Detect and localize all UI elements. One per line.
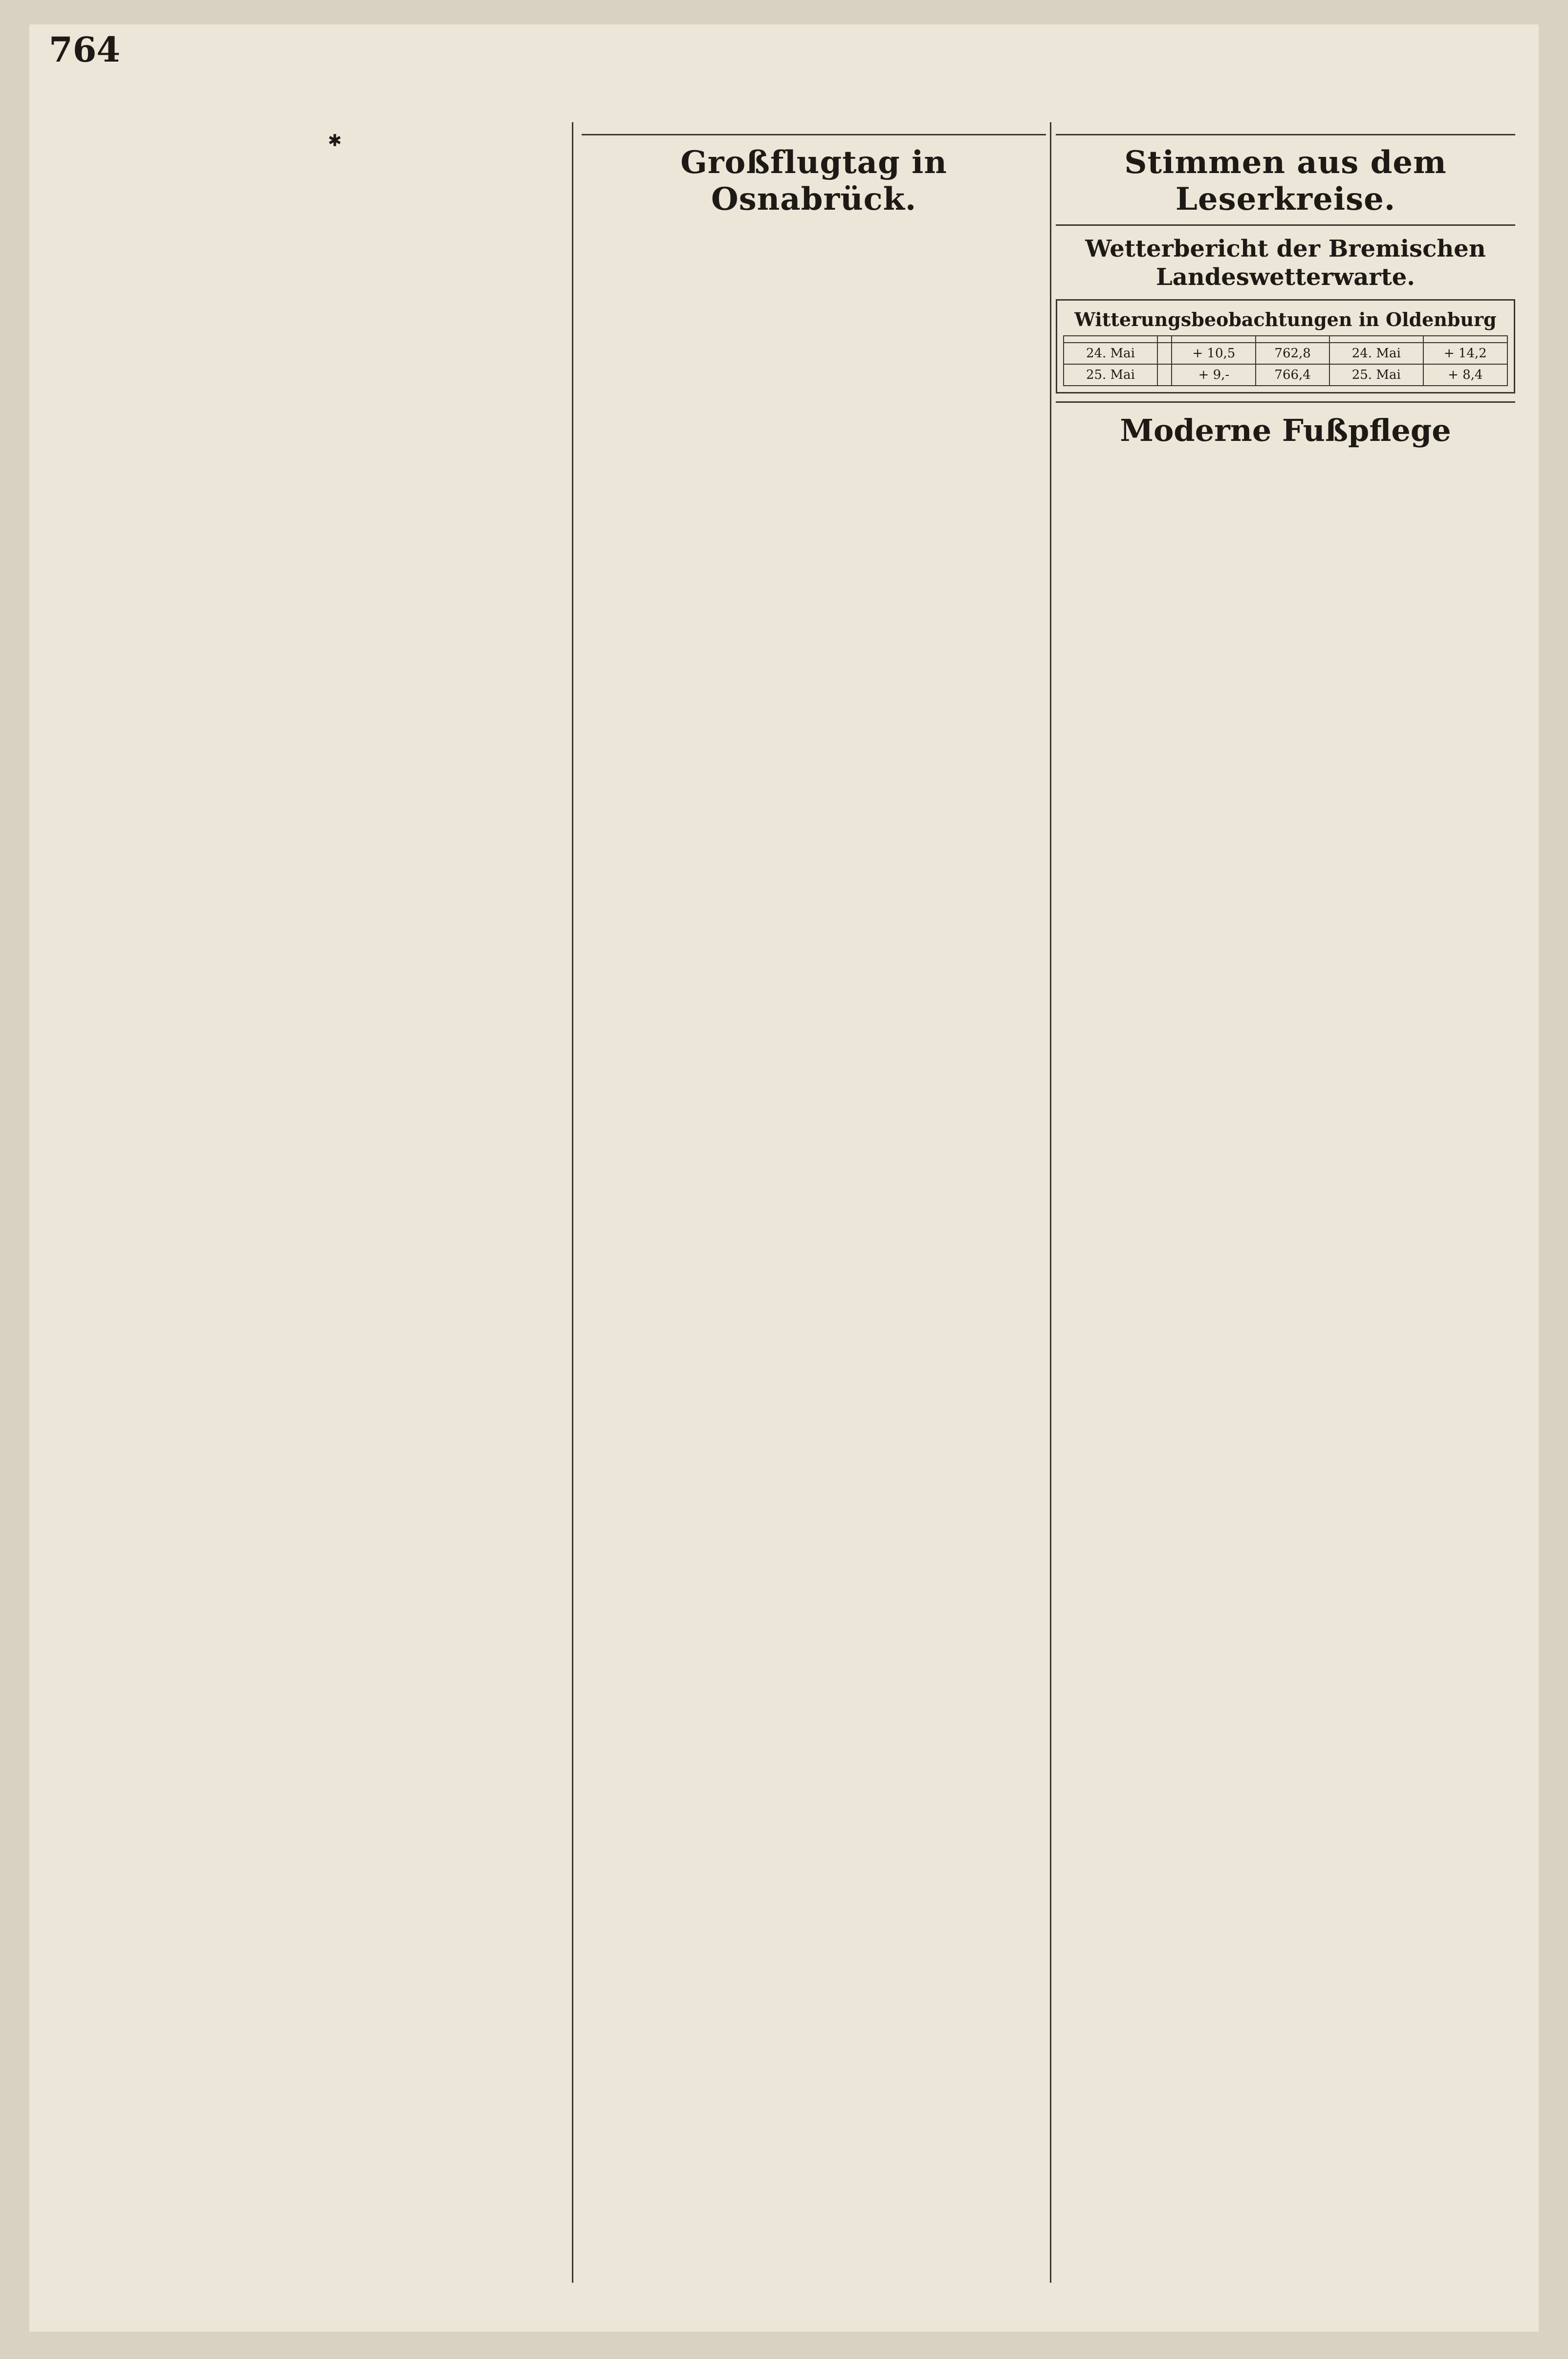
table-cell: 24. Mai — [1064, 343, 1157, 364]
table-header — [1157, 336, 1172, 343]
advert-title: Moderne Fußpflege — [1120, 413, 1451, 448]
column-3 — [1056, 127, 1515, 476]
table-header — [1172, 336, 1256, 343]
table-cell: + 14,2 — [1423, 343, 1507, 364]
table-cell — [1157, 364, 1172, 386]
page-number: 764 — [49, 29, 121, 70]
column-1 — [108, 127, 562, 154]
section-divider — [582, 134, 1046, 135]
observations-table — [1063, 335, 1508, 386]
table-cell: + 10,5 — [1172, 343, 1256, 364]
column-rule — [572, 122, 573, 2283]
table-header — [1064, 336, 1157, 343]
observations-box — [1056, 299, 1515, 393]
table-row — [1064, 364, 1507, 386]
observations-title: Witterungsbeobachtungen in Oldenburg — [1074, 308, 1497, 330]
table-header — [1423, 336, 1507, 343]
section-divider — [1056, 134, 1515, 135]
table-cell: 25. Mai — [1064, 364, 1157, 386]
column-2 — [582, 127, 1046, 224]
readers-heading: Stimmen aus dem Leserkreise. — [1124, 144, 1447, 218]
table-cell: 25. Mai — [1329, 364, 1423, 386]
table-cell: 762,8 — [1256, 343, 1329, 364]
section-divider — [1056, 224, 1515, 226]
table-header-row — [1064, 336, 1507, 343]
section-heading: Großflugtag in Osnabrück. — [680, 144, 947, 218]
table-cell: 766,4 — [1256, 364, 1329, 386]
column-rule — [1050, 122, 1051, 2283]
table-cell: 24. Mai — [1329, 343, 1423, 364]
newspaper-page — [29, 24, 1539, 2332]
table-cell — [1157, 343, 1172, 364]
advert-box — [1056, 401, 1515, 468]
section-separator: ✱ — [327, 131, 342, 151]
table-header — [1329, 336, 1423, 343]
weather-report-title: Wetterbericht der Bremischen Landeswetterwarte. — [1085, 235, 1486, 291]
table-row — [1064, 343, 1507, 364]
table-header — [1256, 336, 1329, 343]
table-cell: + 8,4 — [1423, 364, 1507, 386]
table-cell: + 9,- — [1172, 364, 1256, 386]
